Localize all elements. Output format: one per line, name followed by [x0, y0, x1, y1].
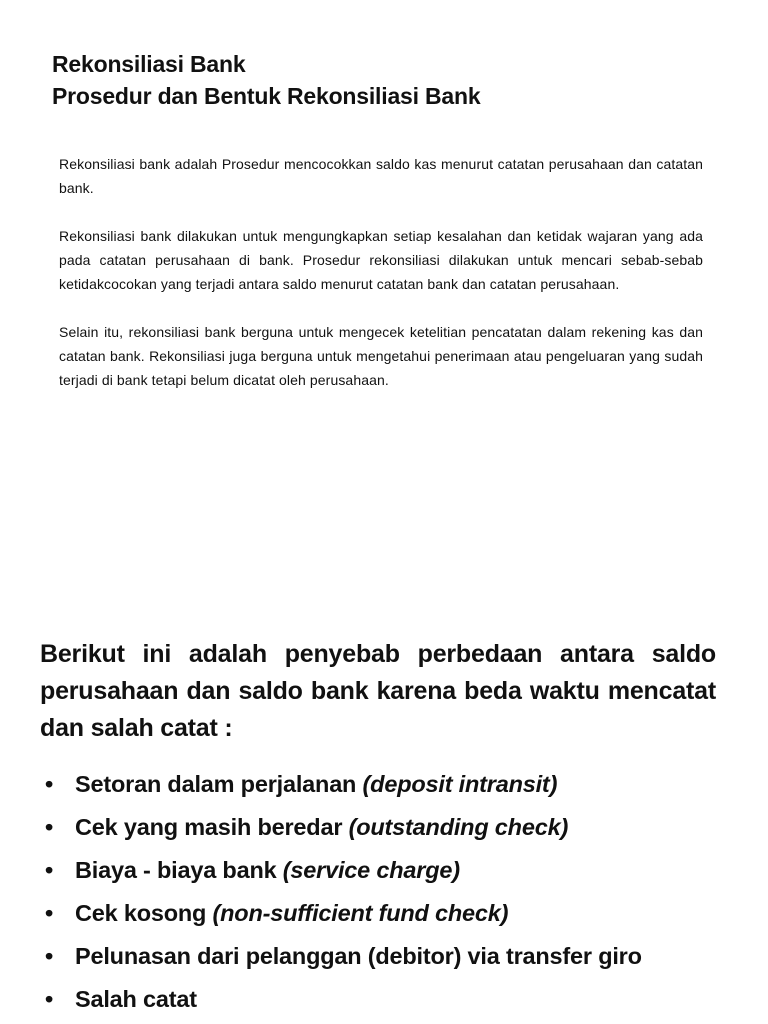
bullet-icon: •	[45, 986, 54, 1012]
bullet-icon: •	[45, 900, 54, 926]
bullet-icon: •	[45, 857, 54, 883]
bullet-icon: •	[45, 771, 54, 797]
heading-title: Rekonsiliasi Bank	[52, 51, 246, 77]
paragraph-benefit: Selain itu, rekonsiliasi bank berguna untuk mengecek ketelitian pencatatan dalam rekening kas dan catatan bank. Rekonsiliasi juga berguna untuk mengetahui penerimaan atau pengeluaran yang sudah terjadi di bank tetapi belum dicatat oleh perusahaan.	[59, 324, 703, 388]
list-item-term: (non-sufficient fund check)	[212, 900, 509, 926]
list-item	[40, 763, 716, 806]
list-item-term: (outstanding check)	[348, 814, 569, 840]
list-item-text: Pelunasan dari pelanggan (debitor) via transfer giro	[75, 943, 642, 969]
list-item-text: Setoran dalam perjalanan	[75, 771, 363, 797]
list-item-text: Cek yang masih beredar	[75, 814, 349, 840]
list-item	[40, 935, 716, 978]
list-item	[40, 892, 716, 935]
list-item	[40, 806, 716, 849]
definition-section	[59, 152, 703, 416]
list-item	[40, 978, 716, 1021]
bullet-icon: •	[45, 943, 54, 969]
list-item-term: (deposit intransit)	[362, 771, 558, 797]
document-heading	[52, 48, 712, 112]
list-item-text: Cek kosong	[75, 900, 213, 926]
heading-subtitle: Prosedur dan Bentuk Rekonsiliasi Bank	[52, 83, 481, 109]
causes-section	[40, 636, 716, 1021]
list-item-text: Salah catat	[75, 986, 197, 1012]
causes-list	[40, 763, 716, 1021]
list-item	[40, 849, 716, 892]
list-item-term: (service charge)	[282, 857, 460, 883]
list-item-text: Biaya - biaya bank	[75, 857, 283, 883]
paragraph-definition: Rekonsiliasi bank adalah Prosedur mencocokkan saldo kas menurut catatan perusahaan dan catatan bank.	[59, 156, 703, 196]
causes-intro: Berikut ini adalah penyebab perbedaan antara saldo perusahaan dan saldo bank karena beda waktu mencatat dan salah catat :	[40, 640, 716, 742]
paragraph-purpose: Rekonsiliasi bank dilakukan untuk mengungkapkan setiap kesalahan dan ketidak wajaran yang ada pada catatan perusahaan di bank. Prosedur rekonsiliasi dilakukan untuk mencari sebab-sebab ketidakcocokan yang terjadi antara saldo menurut catatan bank dan catatan perusahaan.	[59, 228, 703, 292]
bullet-icon: •	[45, 814, 54, 840]
